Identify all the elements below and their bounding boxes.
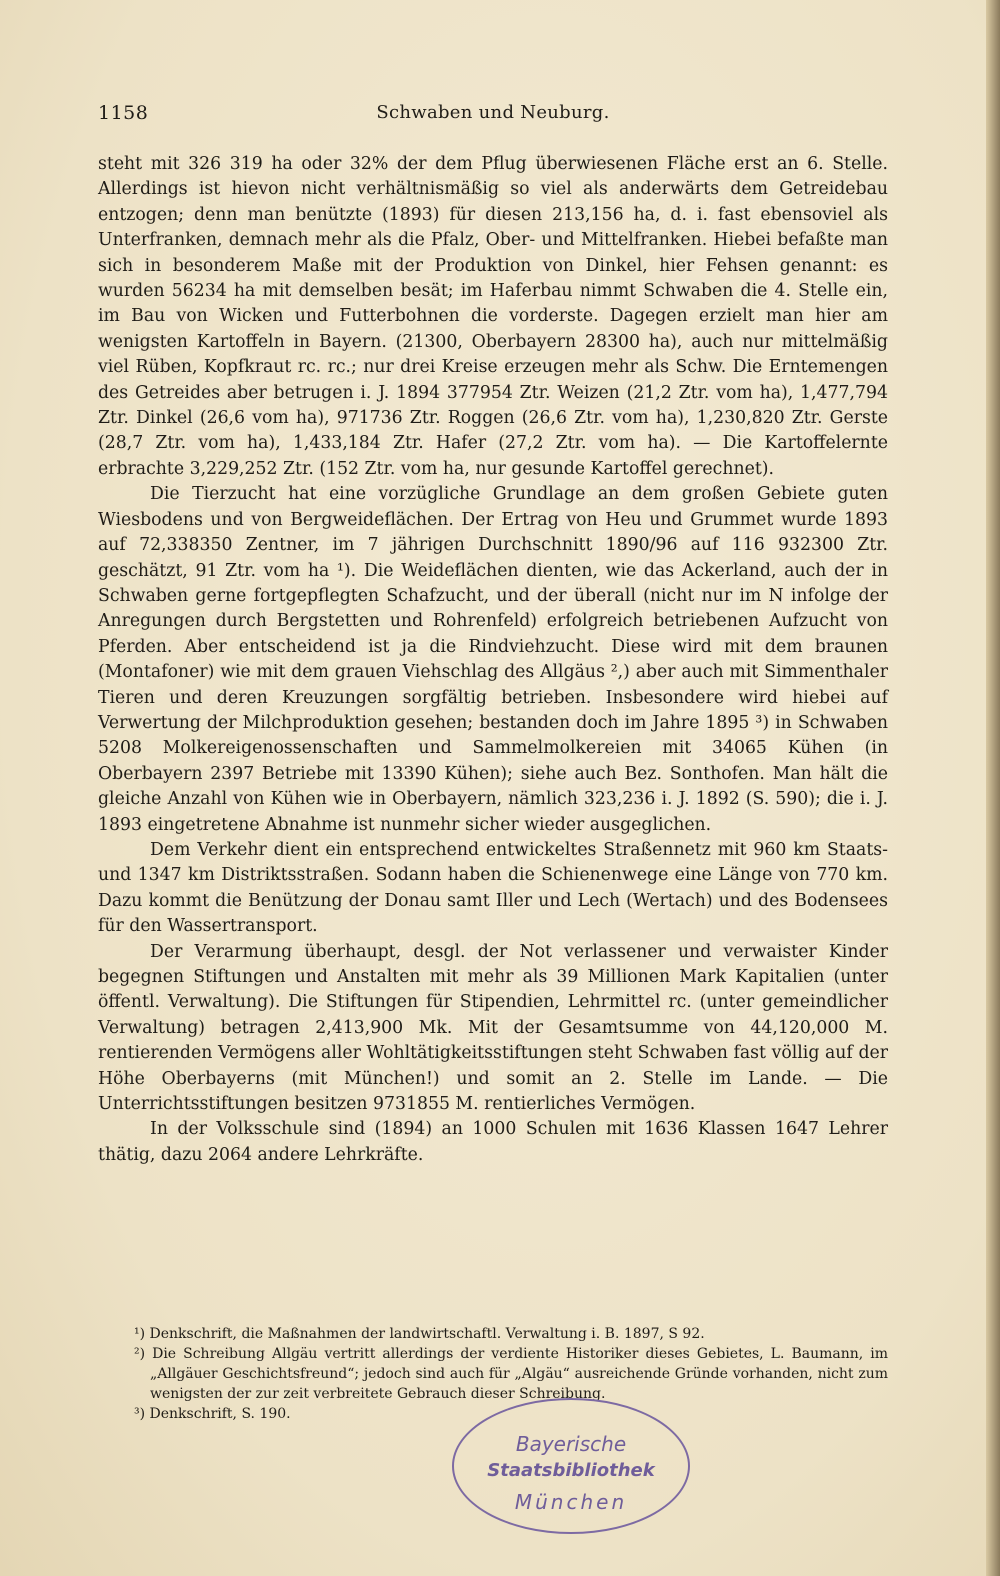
stamp-line: Bayerische — [515, 1432, 627, 1456]
paragraph: Dem Verkehr dient ein entsprechend entwickeltes Straßennetz mit 960 km Staats- und 1347 km Distriktsstraßen. Sodann haben die Schienenwege eine Länge von 770 km. Dazu kommt die Benützung der Donau samt Iller und Lech (Wertach) und des Bodensees für den Wassertransport. — [98, 839, 888, 937]
paragraph: Die Tierzucht hat eine vorzügliche Grundlage an dem großen Gebiete guten Wiesbodens und von Bergweideflächen. Der Ertrag von Heu und Grummet wurde 1893 auf 72,338350 Zentner, im 7 jährigen Durchschnitt 1890/96 auf 116 932300 Ztr. geschätzt, 91 Ztr. vom ha ¹). Die Weideflächen dienten, wie das Ackerland, auch der in Schwaben gerne fortgepflegten Schafzucht, und der überall (nicht nur im N infolge der Anregungen durch Bergstetten und Rohrenfeld) erfolgreich betriebenen Aufzucht von Pferden. Aber entscheidend ist ja die Rindviehzucht. Diese wird mit dem braunen (Montafoner) wie mit dem grauen Viehschlag des Allgäus ²,) aber auch mit Simmenthaler Tieren und deren Kreuzungen sorgfältig betrieben. Insbesondere wird hiebei auf Verwertung der Milchproduktion gesehen; bestanden doch im Jahre 1895 ³) in Schwaben 5208 Molkereigenossenschaften und Sammelmolkereien mit 34065 Kühen (in Oberbayern 2397 Betriebe mit 13390 Kühen); siehe auch Bez. Sonthofen. Man hält die gleiche Anzahl von Kühen wie in Oberbayern, nämlich 323,236 i. J. 1892 (S. 590); die i. J. 1893 eingetretene Abnahme ist nunmehr sicher wieder ausgeglichen. — [98, 484, 888, 835]
paragraph: In der Volksschule sind (1894) an 1000 Schulen mit 1636 Klassen 1647 Lehrer thätig, dazu 2064 andere Lehrkräfte. — [98, 1119, 888, 1165]
main-text — [98, 152, 888, 1168]
page-number: 1158 — [98, 102, 149, 124]
footnote: ¹) Denkschrift, die Maßnahmen der landwirtschaftl. Verwaltung i. B. 1897, S 92. — [134, 1326, 705, 1342]
library-stamp — [452, 1398, 690, 1534]
stamp-line: Staatsbibliothek — [487, 1460, 655, 1481]
paragraph: Der Verarmung überhaupt, desgl. der Not verlassener und verwaister Kinder begegnen Stiftungen und Anstalten mit mehr als 39 Millionen Mark Kapitalien (unter öffentl. Verwaltung). Die Stiftungen für Stipendien, Lehrmittel rc. (unter gemeindlicher Verwaltung) betragen 2,413,900 Mk. Mit der Gesamtsumme von 44,120,000 M. rentierenden Vermögens aller Wohltätigkeitsstiftungen steht Schwaben fast völlig auf der Höhe Oberbayerns (mit München!) und somit an 2. Stelle im Lande. — Die Unterrichtsstiftungen besitzen 9731855 M. rentierliches Vermögen. — [98, 941, 888, 1115]
stamp-line: München — [514, 1490, 628, 1514]
page-header — [98, 98, 888, 132]
footnote: ²) Die Schreibung Allgäu vertritt allerdings der verdiente Historiker dieses Gebietes, L. Baumann, im „Allgäuer Geschichtsfreund“; jedoch sind auch für „Algäu“ ausreichende Gründe vorhanden, nicht zum wenigsten der zur zeit verbreitete Gebrauch dieser Schreibung. — [134, 1346, 888, 1402]
paragraph: steht mit 326 319 ha oder 32% der dem Pflug überwiesenen Fläche erst an 6. Stelle. Allerdings ist hievon nicht verhältnismäßig so viel als anderwärts dem Getreidebau entzogen; denn man benützte (1893) für diesen 213,156 ha, d. i. fast ebensoviel als Unterfranken, demnach mehr als die Pfalz, Ober- und Mittelfranken. Hiebei befaßte man sich in besonderem Maße mit der Produktion von Dinkel, hier Fehsen genannt: es wurden 56234 ha mit demselben besät; im Haferbau nimmt Schwaben die 4. Stelle ein, im Bau von Wicken und Futterbohnen die vorderste. Dagegen erzielt man hier am wenigsten Kartoffeln in Bayern. (21300, Oberbayern 28300 ha), auch nur mittelmäßig viel Rüben, Kopfkraut rc. rc.; nur drei Kreise erzeugen mehr als Schw. Die Erntemengen des Getreides aber betrugen i. J. 1894 377954 Ztr. Weizen (21,2 Ztr. vom ha), 1,477,794 Ztr. Dinkel (26,6 vom ha), 971736 Ztr. Roggen (26,6 Ztr. vom ha), 1,230,820 Ztr. Gerste (28,7 Ztr. vom ha), 1,433,184 Ztr. Hafer (27,2 Ztr. vom ha). — Die Kartoffelernte erbrachte 3,229,252 Ztr. (152 Ztr. vom ha, nur gesunde Kartoffel gerechnet). — [98, 154, 888, 479]
page-edge — [986, 0, 1000, 1576]
footnote: ³) Denkschrift, S. 190. — [134, 1406, 291, 1422]
running-head: Schwaben und Neuburg. — [376, 102, 610, 123]
